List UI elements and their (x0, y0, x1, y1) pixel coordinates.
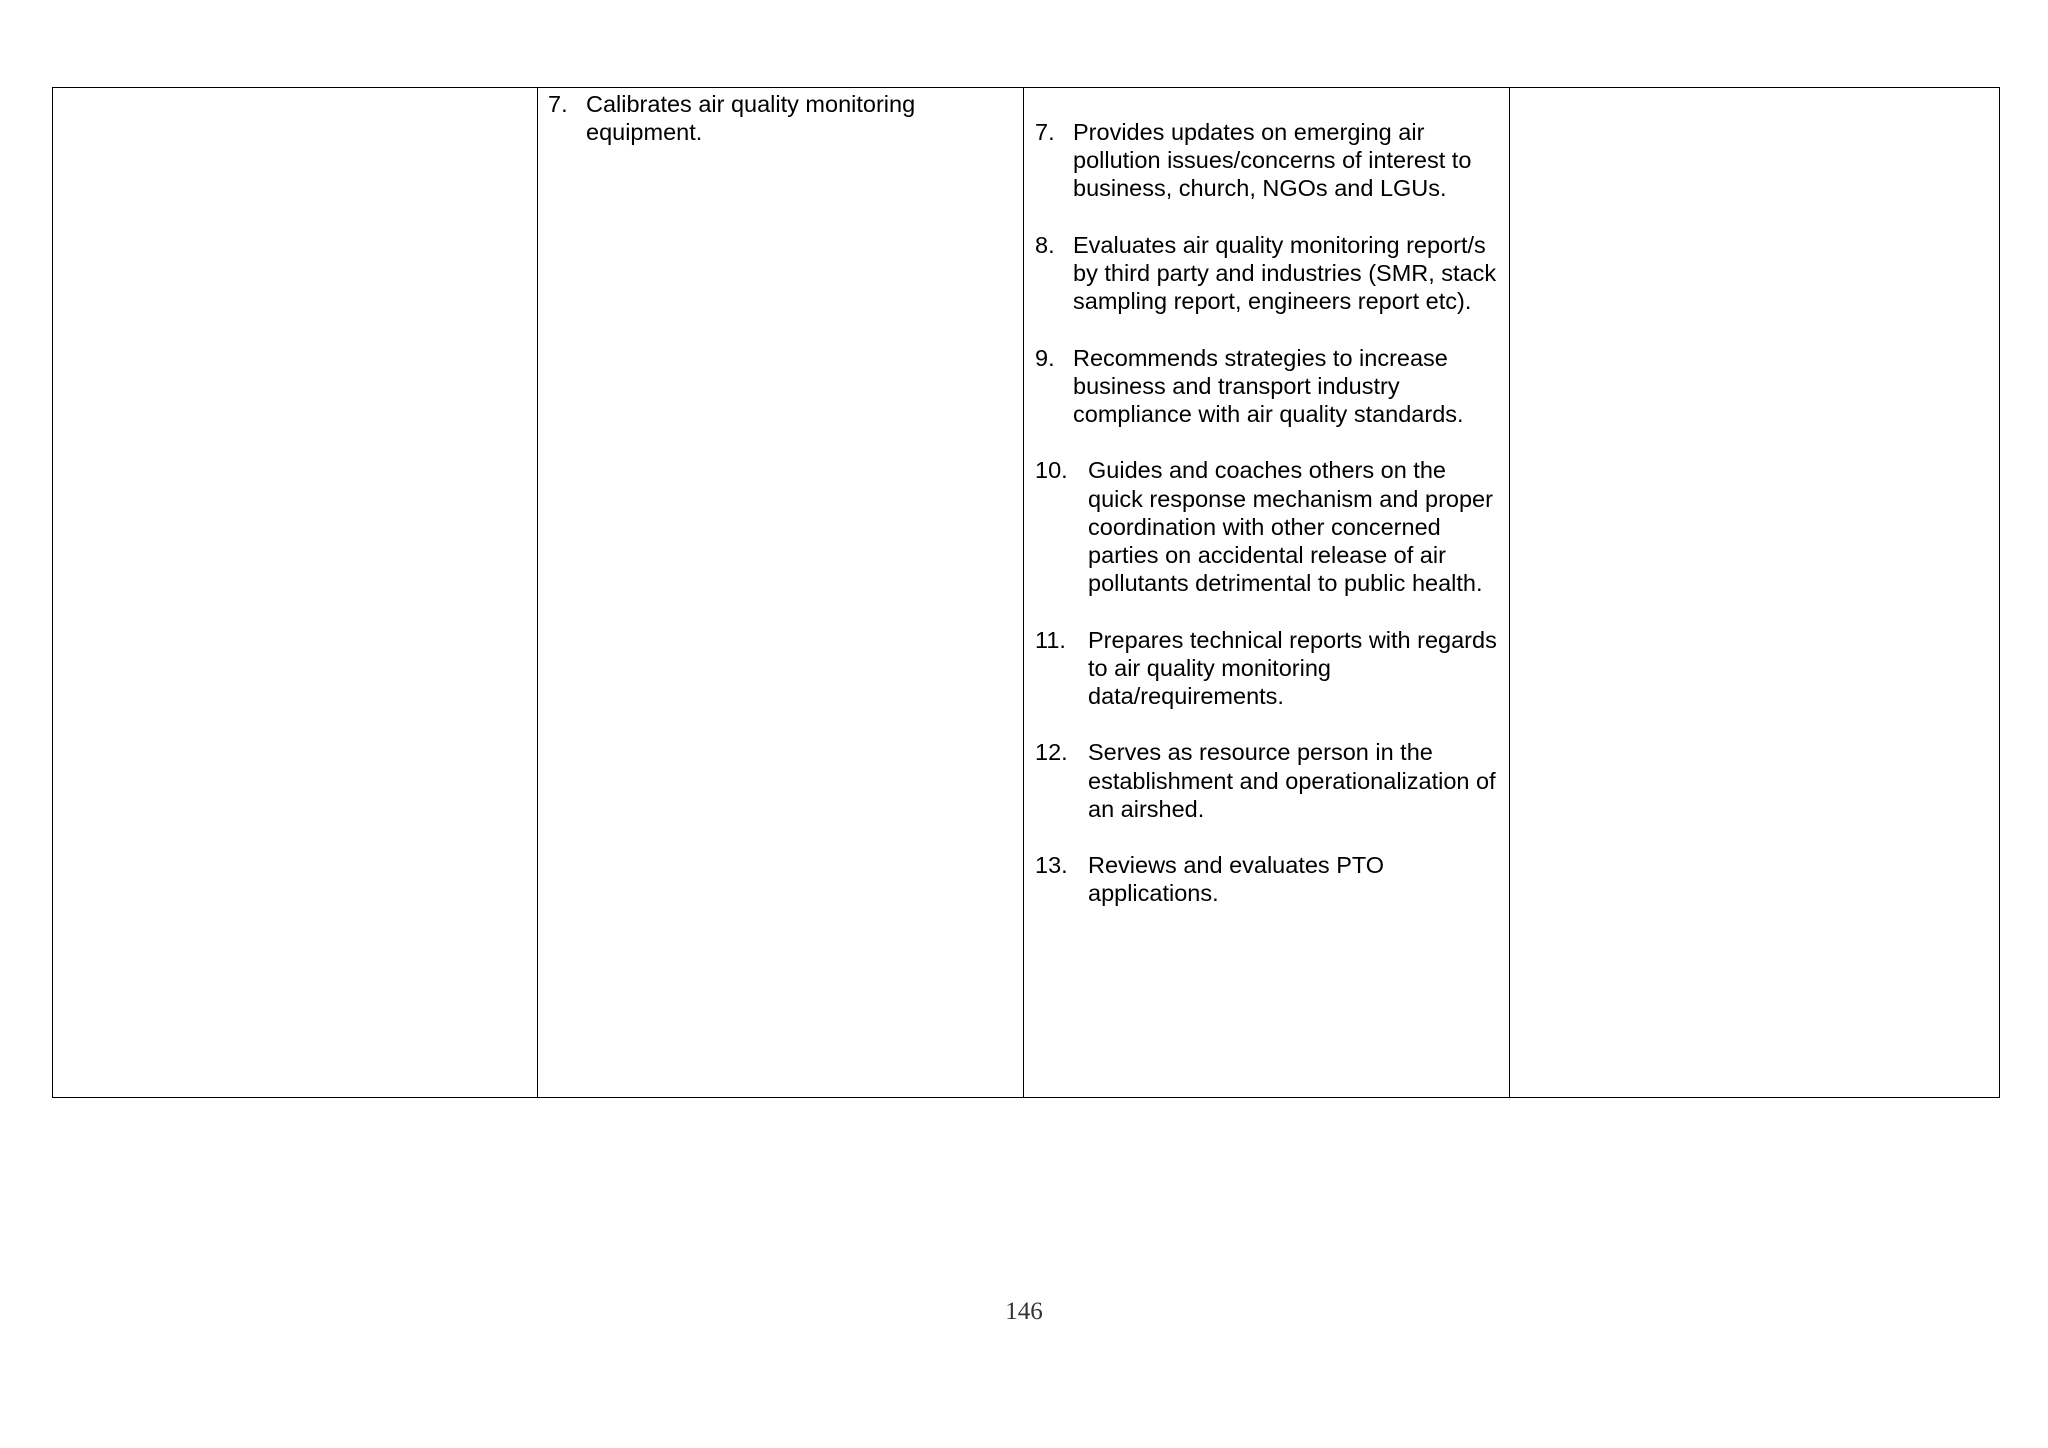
list-item (1035, 626, 1503, 711)
list-item-text: Guides and coaches others on the quick response mechanism and proper coordination with other concerned parties on accidental release of air pollutants detrimental to public health. (1088, 457, 1493, 597)
table-column-1 (53, 88, 538, 1097)
table-column-2 (538, 88, 1024, 1097)
list-item (1035, 456, 1503, 597)
list-item (1035, 118, 1503, 203)
list-item-number: 10. (1035, 457, 1068, 484)
list-item (1035, 738, 1503, 823)
list-item-text: Calibrates air quality monitoring equipment. (586, 91, 916, 146)
list-item-text: Reviews and evaluates PTO applications. (1088, 852, 1385, 907)
list-item-number: 7. (548, 91, 568, 117)
list-item-number: 13. (1035, 852, 1068, 879)
table-column-3 (1024, 88, 1510, 1097)
list-item (1035, 231, 1503, 316)
column-2-list (548, 90, 1008, 146)
list-item (1035, 344, 1503, 429)
list-item-number: 12. (1035, 739, 1068, 766)
list-item-number: 7. (1035, 119, 1055, 145)
list-item-text: Provides updates on emerging air pollution issues/concerns of interest to business, church, NGOs and LGUs. (1073, 119, 1472, 202)
list-item-text: Prepares technical reports with regards to air quality monitoring data/requirements. (1088, 626, 1497, 709)
list-item-text: Serves as resource person in the establishment and operationalization of an airshed. (1088, 739, 1496, 822)
list-item-text: Recommends strategies to increase business and transport industry compliance with air quality standards. (1073, 344, 1464, 427)
page-number: 146 (1005, 1298, 1043, 1325)
competency-table (52, 87, 2000, 1098)
list-item (1035, 851, 1503, 907)
list-item-number: 9. (1035, 344, 1055, 371)
list-item-number: 8. (1035, 231, 1055, 258)
table-column-4 (1510, 88, 1999, 1097)
list-item-number: 11. (1035, 626, 1066, 653)
list-item-text: Evaluates air quality monitoring report/s by third party and industries (SMR, stack sampling report, engineers report etc). (1073, 231, 1497, 315)
column-3-list (1035, 118, 1503, 908)
list-item (548, 90, 1008, 146)
